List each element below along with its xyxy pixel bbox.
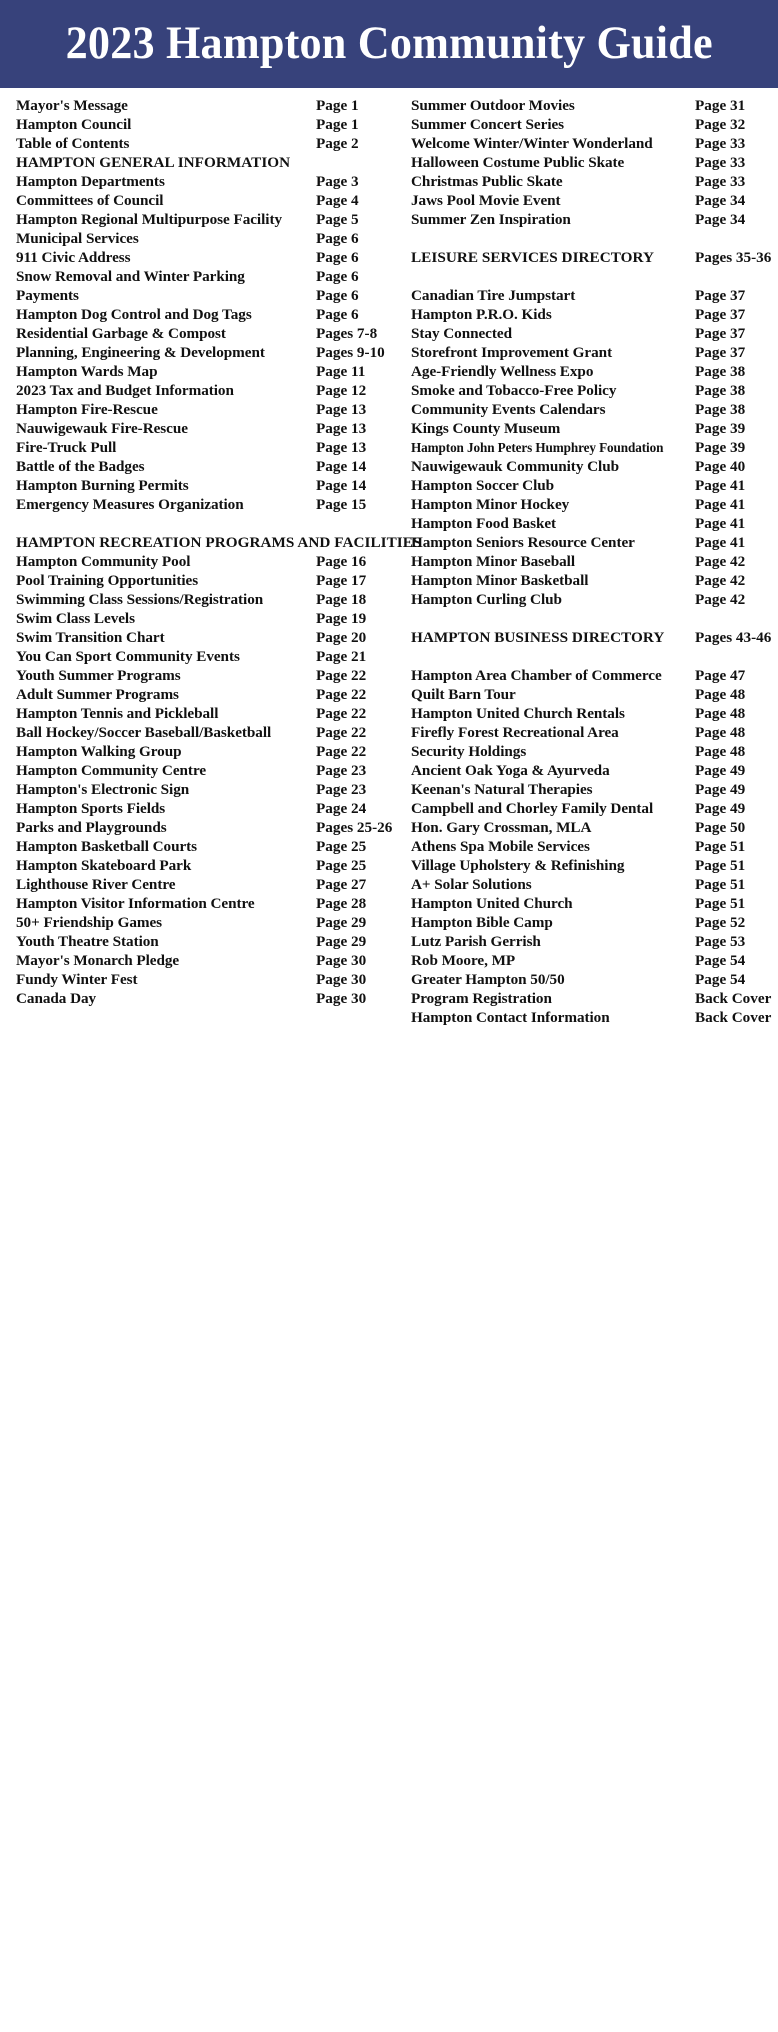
toc-entry-page-number: Pages 35-36	[695, 248, 778, 1272]
toc-entry-row[interactable]	[411, 476, 771, 495]
toc-entry-row[interactable]	[16, 704, 396, 723]
toc-entry-row[interactable]	[16, 286, 396, 305]
toc-entry-page-number: Page 41	[695, 533, 778, 1557]
toc-entry-title: Adult Summer Programs	[16, 686, 179, 703]
toc-entry-page-number: Page 53	[695, 932, 778, 1956]
toc-entry-page-number: Page 27	[316, 875, 778, 1899]
toc-entry-title: Hampton Food Basket	[411, 515, 557, 532]
toc-entry-page-number: Page 22	[316, 685, 778, 1709]
toc-entry-row[interactable]	[411, 381, 771, 400]
toc-entry-title: Hampton Contact Information	[411, 1009, 610, 1026]
toc-entry-page-number: Page 37	[695, 324, 778, 1348]
toc-entry-row[interactable]	[16, 381, 396, 400]
toc-entry-row[interactable]	[411, 438, 771, 457]
toc-entry-page-number: Page 21	[316, 647, 778, 1671]
toc-entry-page-number: Page 48	[695, 685, 778, 1709]
toc-entry-page-number: Page 32	[695, 115, 778, 1139]
toc-entry-row[interactable]	[411, 1008, 771, 1027]
header-banner	[0, 0, 778, 88]
toc-entry-title: Parks and Playgrounds	[16, 819, 167, 836]
toc-entry-row[interactable]	[16, 552, 396, 571]
toc-entry-page-number: Page 48	[695, 723, 778, 1747]
toc-entry-page-number: Page 40	[695, 457, 778, 1481]
toc-entry-title: Hampton Minor Hockey	[411, 496, 570, 513]
toc-entry-page-number: Page 38	[695, 362, 778, 1386]
toc-entry-row[interactable]	[411, 210, 771, 229]
toc-entry-row[interactable]	[411, 571, 771, 590]
toc-entry-title: Hampton Visitor Information Centre	[16, 895, 255, 912]
toc-entry-row[interactable]	[16, 666, 396, 685]
toc-entry-row[interactable]	[16, 115, 396, 134]
toc-entry-page-number: Back Cover	[695, 989, 778, 2013]
toc-entry-row[interactable]	[16, 305, 396, 324]
toc-spacer-row	[16, 514, 396, 533]
toc-entry-title: Greater Hampton 50/50	[411, 971, 565, 988]
toc-entry-page-number: Page 6	[316, 248, 778, 1272]
toc-entry-title: Stay Connected	[411, 325, 512, 342]
toc-entry-title: Christmas Public Skate	[411, 173, 563, 190]
toc-entry-row[interactable]	[16, 400, 396, 419]
toc-entry-title: Nauwigewauk Community Club	[411, 458, 619, 475]
toc-entry-page-number: Page 34	[695, 210, 778, 1234]
toc-entry-title: Quilt Barn Tour	[411, 686, 516, 703]
toc-entry-title: Swimming Class Sessions/Registration	[16, 591, 264, 608]
toc-entry-title: Mayor's Monarch Pledge	[16, 952, 180, 969]
toc-entry-page-number: Page 33	[695, 153, 778, 1177]
toc-entry-page-number: Page 47	[695, 666, 778, 1690]
toc-entry-row[interactable]	[16, 419, 396, 438]
toc-entry-title: Fundy Winter Fest	[16, 971, 138, 988]
toc-entry-row[interactable]	[411, 172, 771, 191]
toc-entry-title: Hampton Council	[16, 116, 132, 133]
toc-entry-row[interactable]	[16, 476, 396, 495]
toc-entry-row[interactable]	[16, 837, 396, 856]
toc-entry-title: Summer Concert Series	[411, 116, 565, 133]
toc-entry-title: HAMPTON BUSINESS DIRECTORY	[411, 629, 665, 646]
toc-entry-page-number: Page 41	[695, 514, 778, 1538]
toc-entry-title: Planning, Engineering & Development	[16, 344, 265, 361]
toc-entry-title: Hampton Minor Basketball	[411, 572, 589, 589]
toc-entry-title: Hon. Gary Crossman, MLA	[411, 819, 592, 836]
toc-entry-row[interactable]	[16, 590, 396, 609]
toc-entry-row[interactable]	[411, 590, 771, 609]
toc-entry-title: Hampton Bible Camp	[411, 914, 553, 931]
toc-entry-row[interactable]	[411, 514, 771, 533]
toc-entry-page-number: Page 33	[695, 172, 778, 1196]
toc-entry-title: Rob Moore, MP	[411, 952, 516, 969]
toc-entry-title: Lighthouse River Centre	[16, 876, 176, 893]
toc-entry-page-number: Page 34	[695, 191, 778, 1215]
toc-entry-page-number: Page 3	[316, 172, 778, 1196]
toc-entry-row[interactable]	[411, 457, 771, 476]
toc-entry-page-number: Pages 43-46	[695, 628, 778, 1652]
toc-entry-title: 50+ Friendship Games	[16, 914, 163, 931]
toc-entry-title: Village Upholstery & Refinishing	[411, 857, 625, 874]
toc-entry-row[interactable]	[16, 742, 396, 761]
toc-entry-title: Payments	[16, 287, 79, 304]
toc-entry-page-number: Page 12	[316, 381, 778, 1405]
toc-entry-page-number: Page 49	[695, 799, 778, 1823]
toc-entry-page-number: Page 6	[316, 267, 778, 1291]
toc-entry-row[interactable]	[16, 362, 396, 381]
toc-entry-page-number: Page 48	[695, 742, 778, 1766]
toc-entry-page-number: Page 23	[316, 780, 778, 1804]
toc-entry-row[interactable]	[411, 115, 771, 134]
toc-entry-title: HAMPTON RECREATION PROGRAMS AND FACILITIES	[16, 534, 422, 551]
toc-entry-title: Hampton Fire-Rescue	[16, 401, 158, 418]
toc-entry-page-number: Page 20	[316, 628, 778, 1652]
toc-column-right	[411, 96, 771, 1027]
toc-entry-row[interactable]	[16, 628, 396, 647]
toc-entry-row[interactable]	[411, 856, 771, 875]
toc-entry-title: A+ Solar Solutions	[411, 876, 532, 893]
toc-entry-page-number: Page 30	[316, 970, 778, 1994]
toc-entry-title: Hampton Community Centre	[16, 762, 207, 779]
toc-entry-title: Hampton Community Pool	[16, 553, 191, 570]
toc-entry-page-number: Page 42	[695, 571, 778, 1595]
toc-entry-title: Campbell and Chorley Family Dental	[411, 800, 654, 817]
toc-entry-title: Lutz Parish Gerrish	[411, 933, 541, 950]
toc-entry-page-number: Page 22	[316, 742, 778, 1766]
toc-entry-page-number: Page 29	[316, 932, 778, 1956]
toc-section-heading[interactable]	[411, 628, 771, 647]
toc-column-left	[16, 96, 422, 1008]
toc-entry-title: Swim Transition Chart	[16, 629, 165, 646]
toc-entry-page-number: Page 15	[316, 495, 778, 1519]
toc-entry-row[interactable]	[16, 134, 396, 153]
toc-entry-page-number: Page 30	[316, 951, 778, 1975]
toc-entry-row[interactable]	[16, 96, 396, 115]
toc-entry-page-number: Page 52	[695, 913, 778, 1937]
toc-entry-page-number: Page 51	[695, 856, 778, 1880]
toc-entry-page-number: Page 13	[316, 419, 778, 1443]
toc-entry-title: Hampton Tennis and Pickleball	[16, 705, 219, 722]
toc-entry-row[interactable]	[16, 913, 396, 932]
toc-entry-page-number: Page 38	[695, 381, 778, 1405]
toc-section-heading[interactable]	[16, 153, 396, 172]
toc-entry-page-number: Page 6	[316, 305, 778, 1329]
toc-entry-row[interactable]	[411, 742, 771, 761]
toc-entry-title: Municipal Services	[16, 230, 139, 247]
toc-entry-title: Hampton Basketball Courts	[16, 838, 198, 855]
toc-section-heading[interactable]	[16, 533, 422, 552]
toc-entry-page-number: Page 14	[316, 476, 778, 1500]
toc-entry-page-number: Page 42	[695, 590, 778, 1614]
toc-entry-row[interactable]	[16, 723, 396, 742]
toc-entry-page-number: Page 48	[695, 704, 778, 1728]
toc-entry-page-number: Pages 25-26	[316, 818, 778, 1842]
toc-entry-title: Hampton United Church Rentals	[411, 705, 625, 722]
toc-entry-page-number: Page 38	[695, 400, 778, 1424]
toc-entry-row[interactable]	[411, 818, 771, 837]
toc-entry-page-number: Page 19	[316, 609, 778, 1633]
toc-entry-row[interactable]	[411, 799, 771, 818]
toc-entry-page-number: Page 33	[695, 134, 778, 1158]
toc-entry-row[interactable]	[411, 134, 771, 153]
toc-entry-page-number: Page 51	[695, 837, 778, 1861]
toc-entry-title: Halloween Costume Public Skate	[411, 154, 625, 171]
toc-entry-page-number: Page 1	[316, 96, 778, 1120]
toc-entry-row[interactable]	[411, 951, 771, 970]
toc-entry-row[interactable]	[16, 818, 396, 837]
toc-entry-page-number: Page 24	[316, 799, 778, 1823]
toc-entry-page-number: Page 14	[316, 457, 778, 1481]
toc-entry-page-number: Page 5	[316, 210, 778, 1234]
toc-entry-row[interactable]	[411, 780, 771, 799]
toc-entry-row[interactable]	[16, 647, 396, 666]
toc-entry-page-number: Page 39	[695, 419, 778, 1443]
toc-entry-row[interactable]	[16, 229, 396, 248]
toc-entry-page-number: Page 25	[316, 856, 778, 1880]
toc-entry-page-number: Page 37	[695, 305, 778, 1329]
toc-entry-title: Swim Class Levels	[16, 610, 135, 627]
toc-entry-title: Table of Contents	[16, 135, 130, 152]
toc-entry-row[interactable]	[16, 210, 396, 229]
toc-entry-title: Hampton Skateboard Park	[16, 857, 192, 874]
toc-entry-page-number: Page 11	[316, 362, 778, 1386]
toc-entry-row[interactable]	[411, 666, 771, 685]
toc-entry-page-number: Page 51	[695, 875, 778, 1899]
toc-entry-title: Nauwigewauk Fire-Rescue	[16, 420, 188, 437]
toc-entry-title: Hampton Dog Control and Dog Tags	[16, 306, 252, 323]
toc-entry-row[interactable]	[411, 305, 771, 324]
toc-entry-title: Keenan's Natural Therapies	[411, 781, 593, 798]
toc-entry-title: Youth Summer Programs	[16, 667, 181, 684]
toc-entry-row[interactable]	[411, 875, 771, 894]
toc-entry-row[interactable]	[16, 495, 396, 514]
toc-entry-row[interactable]	[16, 191, 396, 210]
toc-entry-row[interactable]	[411, 96, 771, 115]
toc-entry-row[interactable]	[16, 438, 396, 457]
toc-entry-row[interactable]	[16, 970, 396, 989]
toc-entry-title: Hampton Seniors Resource Center	[411, 534, 635, 551]
toc-entry-row[interactable]	[411, 723, 771, 742]
toc-entry-title: Hampton Walking Group	[16, 743, 182, 760]
toc-entry-row[interactable]	[411, 913, 771, 932]
toc-entry-title: 911 Civic Address	[16, 249, 131, 266]
toc-entry-row[interactable]	[411, 191, 771, 210]
toc-entry-row[interactable]	[16, 761, 396, 780]
toc-entry-row[interactable]	[411, 362, 771, 381]
toc-entry-title: Emergency Measures Organization	[16, 496, 244, 513]
toc-entry-row[interactable]	[411, 343, 771, 362]
toc-entry-page-number: Page 22	[316, 704, 778, 1728]
toc-entry-title: Jaws Pool Movie Event	[411, 192, 561, 209]
toc-entry-row[interactable]	[411, 837, 771, 856]
toc-entry-row[interactable]	[411, 761, 771, 780]
toc-entry-page-number: Page 28	[316, 894, 778, 1918]
toc-entry-title: Program Registration	[411, 990, 552, 1007]
toc-entry-row[interactable]	[411, 495, 771, 514]
toc-entry-title: Hampton Area Chamber of Commerce	[411, 667, 662, 684]
toc-entry-row[interactable]	[16, 856, 396, 875]
toc-entry-page-number: Page 23	[316, 761, 778, 1785]
toc-entry-title: Mayor's Message	[16, 97, 128, 114]
toc-entry-title: Hampton P.R.O. Kids	[411, 306, 552, 323]
toc-entry-title: Community Events Calendars	[411, 401, 606, 418]
toc-entry-page-number: Page 39	[695, 438, 778, 1462]
toc-entry-title: Canada Day	[16, 990, 97, 1007]
toc-entry-title: Snow Removal and Winter Parking	[16, 268, 245, 285]
toc-entry-title: Residential Garbage & Compost	[16, 325, 226, 342]
toc-entry-page-number: Page 22	[316, 723, 778, 1747]
toc-entry-title: Athens Spa Mobile Services	[411, 838, 590, 855]
toc-entry-page-number: Page 41	[695, 495, 778, 1519]
toc-entry-row[interactable]	[411, 153, 771, 172]
toc-entry-title: Kings County Museum	[411, 420, 561, 437]
toc-entry-row[interactable]	[411, 894, 771, 913]
toc-entry-row[interactable]	[16, 571, 396, 590]
toc-entry-row[interactable]	[16, 343, 396, 362]
toc-entry-row[interactable]	[16, 172, 396, 191]
toc-entry-title: Hampton Sports Fields	[16, 800, 166, 817]
toc-entry-title: Age-Friendly Wellness Expo	[411, 363, 594, 380]
toc-entry-row[interactable]	[16, 609, 396, 628]
toc-entry-title: Pool Training Opportunities	[16, 572, 199, 589]
toc-entry-title: Hampton Regional Multipurpose Facility	[16, 211, 282, 228]
toc-entry-page-number: Page 4	[316, 191, 778, 1215]
toc-entry-row[interactable]	[16, 248, 396, 267]
toc-entry-title: Fire-Truck Pull	[16, 439, 117, 456]
toc-entry-title: Hampton Departments	[16, 173, 165, 190]
toc-entry-title: Firefly Forest Recreational Area	[411, 724, 619, 741]
toc-entry-title: Hampton Burning Permits	[16, 477, 189, 494]
toc-entry-page-number: Page 31	[695, 96, 778, 1120]
toc-entry-page-number: Page 18	[316, 590, 778, 1614]
toc-entry-title: Summer Outdoor Movies	[411, 97, 575, 114]
toc-spacer-row	[411, 609, 771, 628]
toc-entry-page-number: Page 6	[316, 229, 778, 1253]
toc-spacer-row	[411, 229, 771, 248]
toc-entry-row[interactable]	[411, 419, 771, 438]
toc-entry-row[interactable]	[411, 324, 771, 343]
page-title: 2023 Hampton Community Guide	[65, 16, 713, 69]
toc-entry-row[interactable]	[411, 989, 771, 1008]
toc-entry-page-number: Page 25	[316, 837, 778, 1861]
toc-entry-title: Hampton's Electronic Sign	[16, 781, 190, 798]
toc-entry-page-number: Pages 7-8	[316, 324, 778, 1348]
toc-entry-row[interactable]	[411, 704, 771, 723]
toc-entry-page-number: Page 13	[316, 400, 778, 1424]
toc-entry-page-number: Page 17	[316, 571, 778, 1595]
toc-entry-row[interactable]	[16, 457, 396, 476]
toc-entry-page-number: Page 54	[695, 970, 778, 1994]
toc-entry-row[interactable]	[16, 932, 396, 951]
toc-entry-row[interactable]	[411, 533, 771, 552]
toc-section-heading[interactable]	[411, 248, 771, 267]
toc-entry-title: Hampton John Peters Humphrey Foundation	[411, 440, 664, 455]
toc-spacer-row	[411, 267, 771, 286]
toc-entry-page-number: Page 16	[316, 552, 778, 1576]
toc-entry-row[interactable]	[16, 799, 396, 818]
toc-entry-row[interactable]	[16, 267, 396, 286]
toc-entry-row[interactable]	[411, 932, 771, 951]
toc-entry-row[interactable]	[16, 951, 396, 970]
toc-entry-row[interactable]	[16, 989, 396, 1008]
toc-entry-title: Security Holdings	[411, 743, 527, 760]
toc-entry-page-number: Page 54	[695, 951, 778, 1975]
toc-entry-page-number: Page 41	[695, 476, 778, 1500]
toc-entry-page-number: Page 49	[695, 761, 778, 1785]
toc-entry-page-number: Page 30	[316, 989, 778, 2013]
toc-entry-title: Ancient Oak Yoga & Ayurveda	[411, 762, 610, 779]
toc-entry-page-number: Page 1	[316, 115, 778, 1139]
toc-entry-page-number: Page 49	[695, 780, 778, 1804]
toc-entry-title: Summer Zen Inspiration	[411, 211, 571, 228]
toc-entry-page-number: Page 37	[695, 343, 778, 1367]
toc-entry-row[interactable]	[411, 552, 771, 571]
toc-entry-title: Hampton Minor Baseball	[411, 553, 576, 570]
toc-entry-row[interactable]	[411, 400, 771, 419]
toc-entry-row[interactable]	[411, 685, 771, 704]
toc-entry-page-number: Page 42	[695, 552, 778, 1576]
toc-entry-page-number: Page 22	[316, 666, 778, 1690]
toc-entry-title: LEISURE SERVICES DIRECTORY	[411, 249, 655, 266]
toc-entry-title: Welcome Winter/Winter Wonderland	[411, 135, 653, 152]
toc-entry-title: Hampton Soccer Club	[411, 477, 555, 494]
toc-entry-page-number: Page 29	[316, 913, 778, 1937]
toc-entry-title: Ball Hockey/Soccer Baseball/Basketball	[16, 724, 272, 741]
toc-entry-page-number: Page 50	[695, 818, 778, 1842]
toc-entry-page-number: Page 51	[695, 894, 778, 1918]
toc-entry-title: Hampton Wards Map	[16, 363, 158, 380]
toc-entry-row[interactable]	[16, 685, 396, 704]
toc-entry-title: Youth Theatre Station	[16, 933, 159, 950]
toc-entry-title: Battle of the Badges	[16, 458, 145, 475]
toc-entry-title: Smoke and Tobacco-Free Policy	[411, 382, 617, 399]
toc-entry-page-number: Page 37	[695, 286, 778, 1310]
toc-entry-page-number: Page 2	[316, 134, 778, 1158]
toc-entry-row[interactable]	[16, 780, 396, 799]
toc-entry-title: You Can Sport Community Events	[16, 648, 240, 665]
toc-entry-row[interactable]	[16, 875, 396, 894]
toc-entry-row[interactable]	[16, 894, 396, 913]
toc-entry-title: Hampton Curling Club	[411, 591, 562, 608]
toc-entry-page-number: Back Cover	[695, 1008, 778, 2032]
toc-entry-row[interactable]	[411, 286, 771, 305]
toc-spacer-row	[411, 647, 771, 666]
toc-entry-title: 2023 Tax and Budget Information	[16, 382, 234, 399]
toc-entry-page-number: Pages 9-10	[316, 343, 778, 1367]
toc-entry-title: Committees of Council	[16, 192, 164, 209]
toc-entry-title: Canadian Tire Jumpstart	[411, 287, 576, 304]
toc-entry-title: Storefront Improvement Grant	[411, 344, 613, 361]
toc-entry-row[interactable]	[16, 324, 396, 343]
toc-entry-title: HAMPTON GENERAL INFORMATION	[16, 154, 291, 171]
toc-entry-page-number: Page 13	[316, 438, 778, 1462]
toc-entry-page-number: Page 6	[316, 286, 778, 1310]
toc-entry-row[interactable]	[411, 970, 771, 989]
toc-entry-title: Hampton United Church	[411, 895, 573, 912]
